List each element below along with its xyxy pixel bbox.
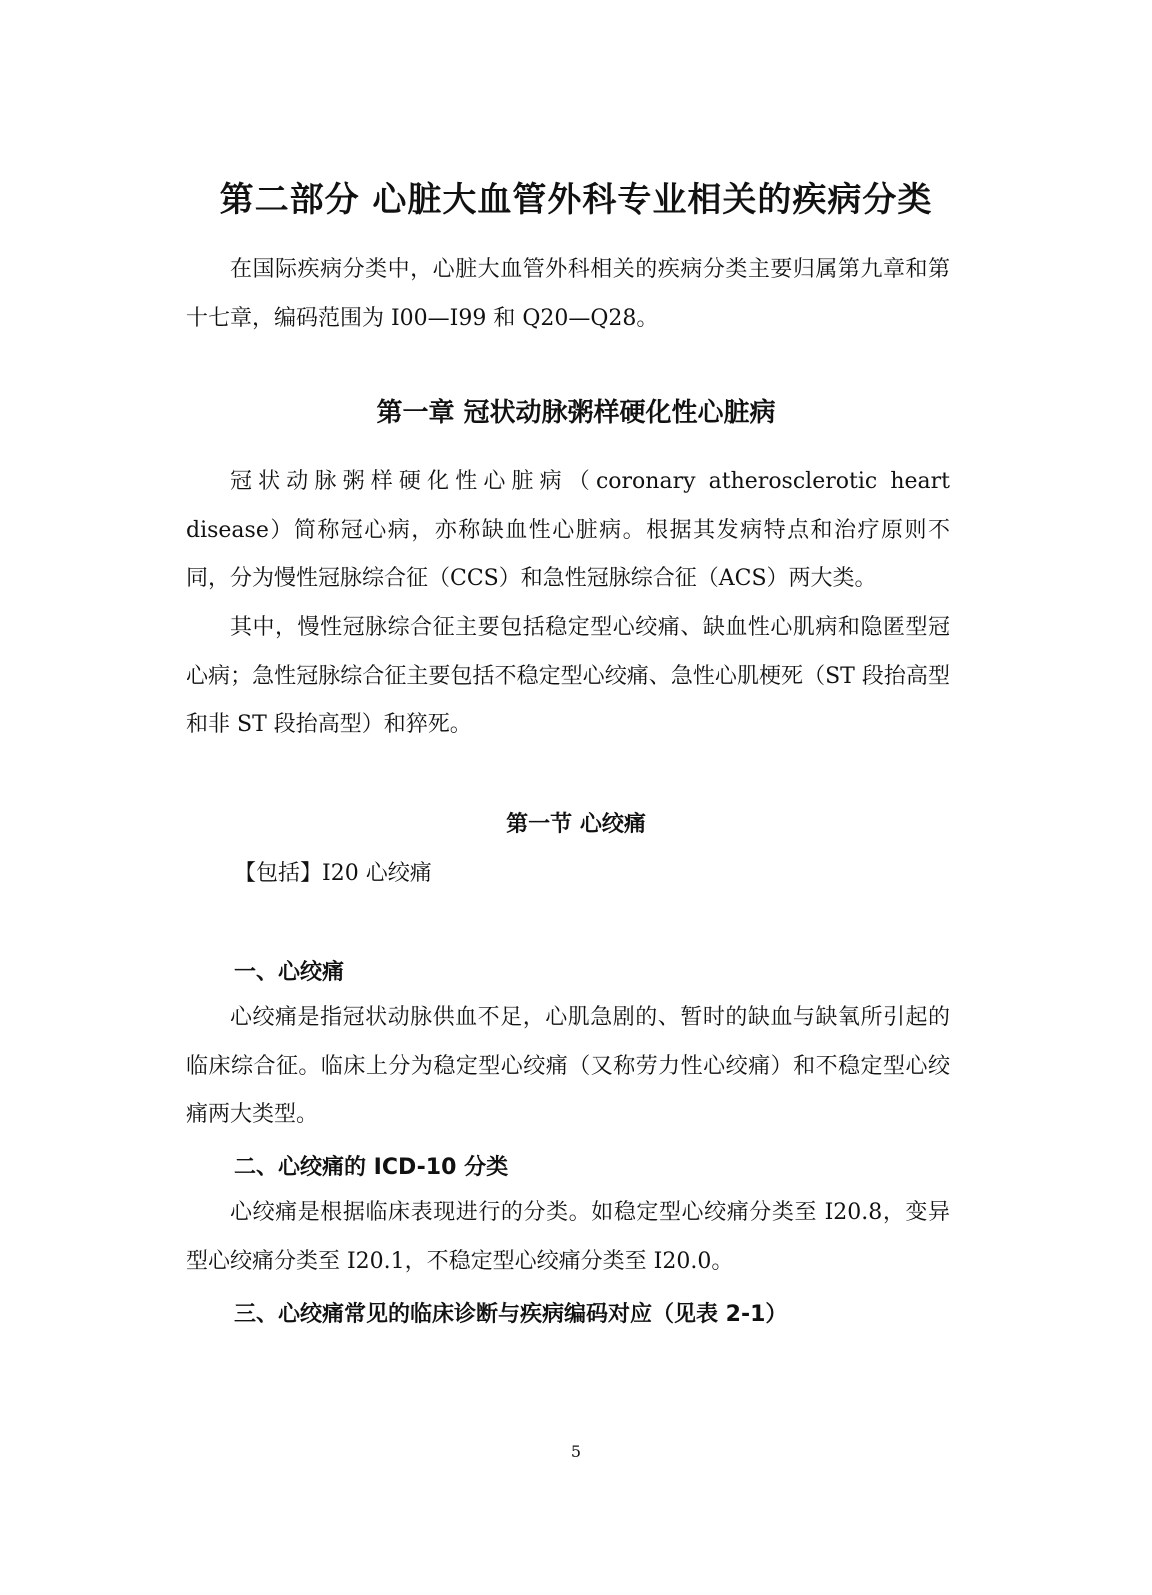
subsection-text-2: 心绞痛是根据临床表现进行的分类。如稳定型心绞痛分类至 I20.8，变异型心绞痛分类至 I20.1，不稳定型心绞痛分类至 I20.0。 (186, 1200, 950, 1274)
chapter-paragraph-1: 冠状动脉粥样硬化性心脏病（coronary atherosclerotic heart disease）简称冠心病，亦称缺血性心脏病。根据其发病特点和治疗原则不同，分为慢性冠脉综合征（CCS）和急性冠脉综合征（ACS）两大类。 (186, 469, 950, 591)
include-label: 【包括】 (234, 861, 323, 886)
subsection-heading-2: 二、心绞痛的 ICD-10 分类 (234, 1155, 509, 1180)
subsection-heading-1: 一、心绞痛 (234, 960, 345, 985)
include-code: I20 心绞痛 (322, 861, 432, 886)
section-title: 第一节 心绞痛 (506, 812, 646, 837)
subsection-heading-3: 三、心绞痛常见的临床诊断与疾病编码对应（见表 2-1） (234, 1302, 788, 1327)
subsection-text-1: 心绞痛是指冠状动脉供血不足，心肌急剧的、暂时的缺血与缺氧所引起的临床综合征。临床上分为稳定型心绞痛（又称劳力性心绞痛）和不稳定型心绞痛两大类型。 (186, 1005, 950, 1127)
intro-paragraph: 在国际疾病分类中，心脏大血管外科相关的疾病分类主要归属第九章和第十七章，编码范围为 I00—I99 和 Q20—Q28。 (186, 257, 950, 331)
chapter-title: 第一章 冠状动脉粥样硬化性心脏病 (376, 398, 776, 428)
page-number: 5 (570, 1442, 582, 1461)
include-line (234, 856, 432, 887)
part-title: 第二部分 心脏大血管外科专业相关的疾病分类 (219, 180, 933, 220)
chapter-paragraph-2: 其中，慢性冠脉综合征主要包括稳定型心绞痛、缺血性心肌病和隐匿型冠心病；急性冠脉综合征主要包括不稳定型心绞痛、急性心肌梗死（ST 段抬高型和非 ST 段抬高型）和猝死。 (186, 615, 950, 737)
